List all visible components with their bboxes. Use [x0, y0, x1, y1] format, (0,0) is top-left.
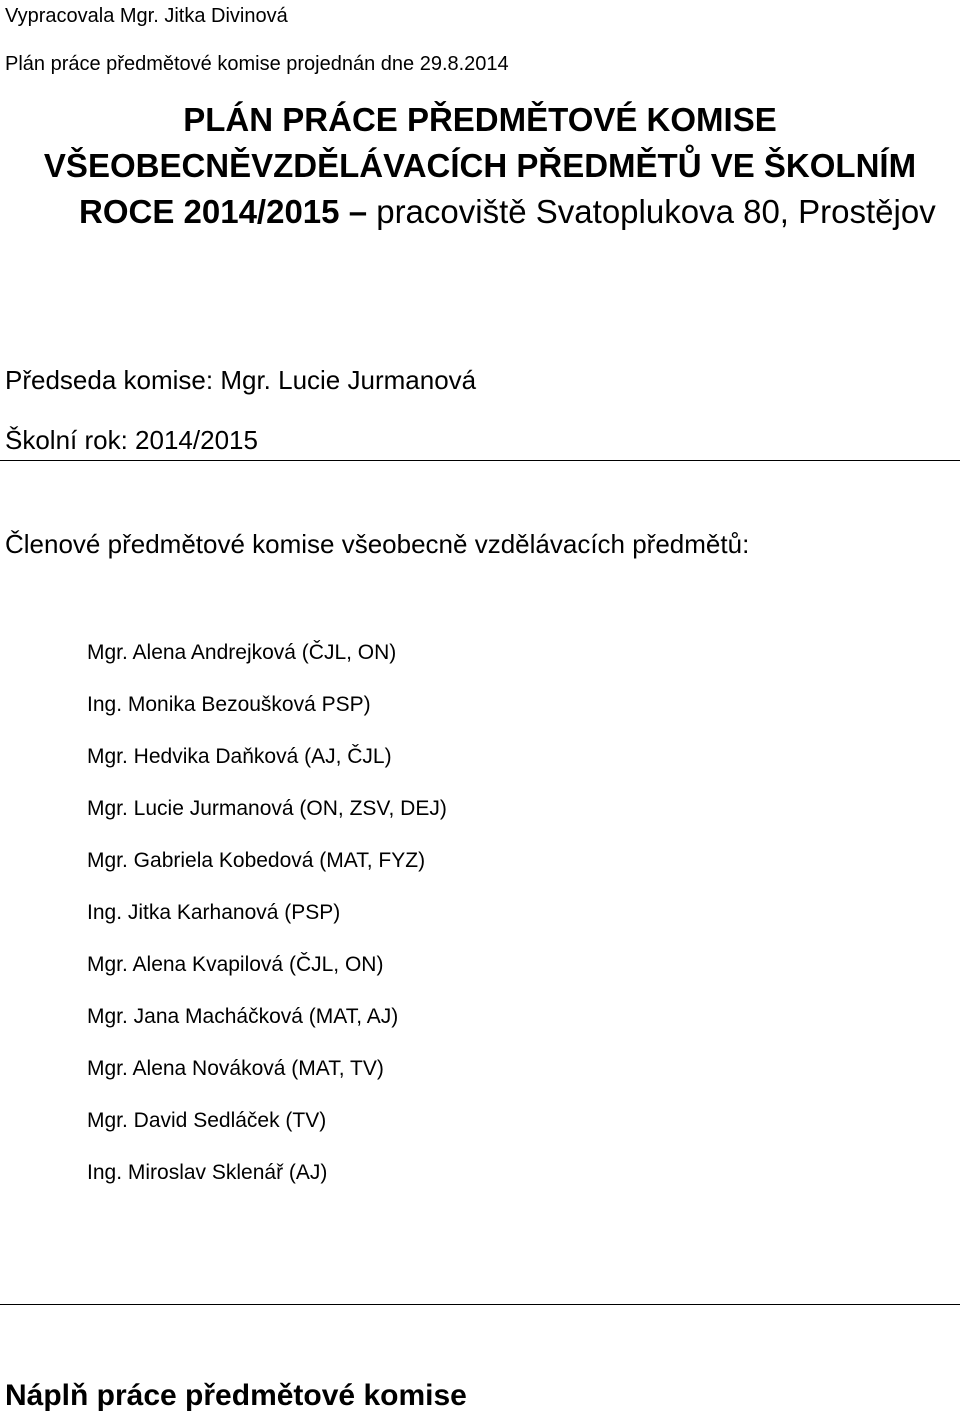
author-line: Vypracovala Mgr. Jitka Divinová: [5, 5, 288, 27]
document-title-line-1: PLÁN PRÁCE PŘEDMĚTOVÉ KOMISE: [183, 101, 777, 138]
members-heading: Členové předmětové komise všeobecně vzdělávacích předmětů:: [5, 529, 750, 559]
document-title-line-3: [79, 192, 936, 232]
title-dash: –: [348, 193, 368, 230]
approval-line: Plán práce předmětové komise projednán dne 29.8.2014: [5, 53, 509, 75]
member-item: Mgr. Lucie Jurmanová (ON, ZSV, DEJ): [87, 797, 447, 820]
divider-top: [0, 460, 960, 461]
member-item: Ing. Miroslav Sklenář (AJ): [87, 1161, 328, 1184]
committee-chair: Předseda komise: Mgr. Lucie Jurmanová: [5, 365, 477, 395]
title-workplace: pracoviště Svatoplukova 80, Prostějov: [376, 193, 936, 230]
member-item: Ing. Jitka Karhanová (PSP): [87, 901, 341, 924]
section-heading: Náplň práce předmětové komise: [5, 1379, 467, 1412]
member-item: Mgr. Alena Nováková (MAT, TV): [87, 1057, 384, 1080]
divider-bottom: [0, 1304, 960, 1305]
member-item: Mgr. Alena Andrejková (ČJL, ON): [87, 641, 397, 664]
school-year: Školní rok: 2014/2015: [5, 425, 258, 455]
member-item: Mgr. Gabriela Kobedová (MAT, FYZ): [87, 849, 426, 872]
member-item: Mgr. Jana Macháčková (MAT, AJ): [87, 1005, 399, 1028]
member-item: Mgr. David Sedláček (TV): [87, 1109, 327, 1132]
member-item: Mgr. Alena Kvapilová (ČJL, ON): [87, 953, 384, 976]
member-item: Ing. Monika Bezoušková PSP): [87, 693, 371, 716]
title-school-year: ROCE 2014/2015: [79, 193, 340, 230]
document-title-line-2: VŠEOBECNĚVZDĚLÁVACÍCH PŘEDMĚTŮ VE ŠKOLNÍM: [43, 147, 917, 184]
member-item: Mgr. Hedvika Daňková (AJ, ČJL): [87, 745, 392, 768]
